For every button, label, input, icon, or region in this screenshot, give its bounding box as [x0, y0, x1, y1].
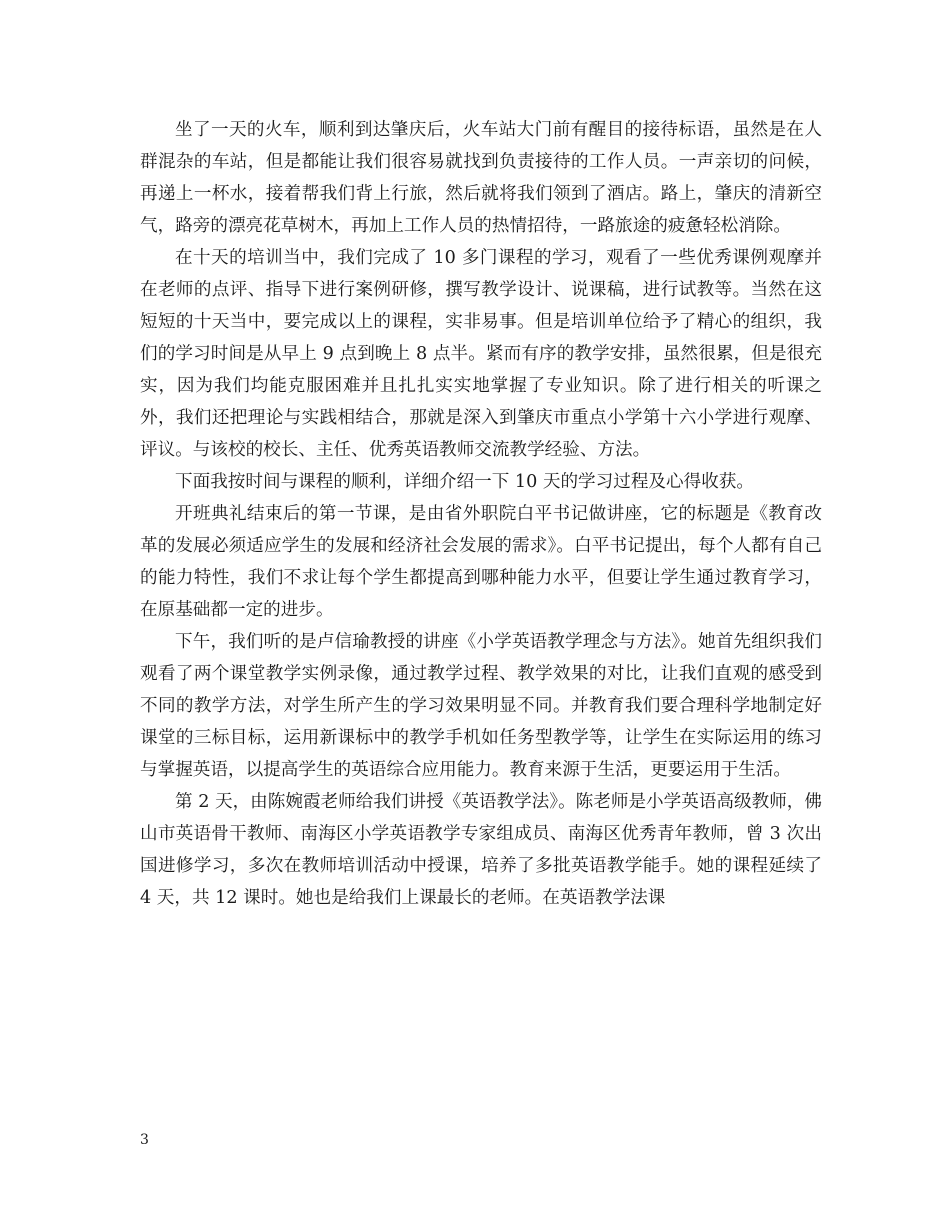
paragraph-4: 开班典礼结束后的第一节课，是由省外职院白平书记做讲座，它的标题是《教育改革的发展必须适应学生的发展和经济社会发展的需求》。白平书记提出，每个人都有自己的能力特性，我们不求让每个学生都提高到哪种能力水平，但要让学生通过教育学习，在原基础都一定的进步。	[140, 504, 822, 620]
paragraph-2: 在十天的培训当中，我们完成了 10 多门课程的学习，观看了一些优秀课例观摩并在老师的点评、指导下进行案例研修，撰写教学设计、说课稿，进行试教等。当然在这短短的十天当中，要完成以上的课程，实非易事。但是培训单位给予了精心的组织，我们的学习时间是从早上 9 点到晚上 8 点半。紧而有序的教学安排，虽然很累，但是很充实，因为我们均能克服困难并且扎扎实实地掌握了专业知识。除了进行相关的听课之外，我们还把理论与实践相结合，那就是深入到肇庆市重点小学第十六小学进行观摩、评议。与该校的校长、主任、优秀英语教师交流教学经验、方法。	[140, 248, 822, 460]
paragraph-5: 下午，我们听的是卢信瑜教授的讲座《小学英语教学理念与方法》。她首先组织我们观看了两个课堂教学实例录像，通过教学过程、教学效果的对比，让我们直观的感受到不同的教学方法，对学生所产生的学习效果明显不同。并教育我们要合理科学地制定好课堂的三标目标，运用新课标中的教学手机如任务型教学等，让学生在实际运用的练习与掌握英语，以提高学生的英语综合应用能力。教育来源于生活，更要运用于生活。	[140, 632, 822, 780]
paragraph-3: 下面我按时间与课程的顺利，详细介绍一下 10 天的学习过程及心得收获。	[175, 472, 754, 492]
page-number: 3	[140, 1132, 149, 1148]
document-body	[140, 114, 822, 914]
paragraph-6: 第 2 天，由陈婉霞老师给我们讲授《英语教学法》。陈老师是小学英语高级教师，佛山市英语骨干教师、南海区小学英语教学专家组成员、南海区优秀青年教师，曾 3 次出国进修学习，多次在教师培训活动中授课，培养了多批英语教学能手。她的课程延续了 4 天，共 12 课时。她也是给我们上课最长的老师。在英语教学法课	[140, 792, 822, 908]
paragraph-1: 坐了一天的火车，顺利到达肇庆后，火车站大门前有醒目的接待标语，虽然是在人群混杂的车站，但是都能让我们很容易就找到负责接待的工作人员。一声亲切的问候，再递上一杯水，接着帮我们背上行旅，然后就将我们领到了酒店。路上，肇庆的清新空气，路旁的漂亮花草树木，再加上工作人员的热情招待，一路旅途的疲惫轻松消除。	[140, 120, 822, 236]
